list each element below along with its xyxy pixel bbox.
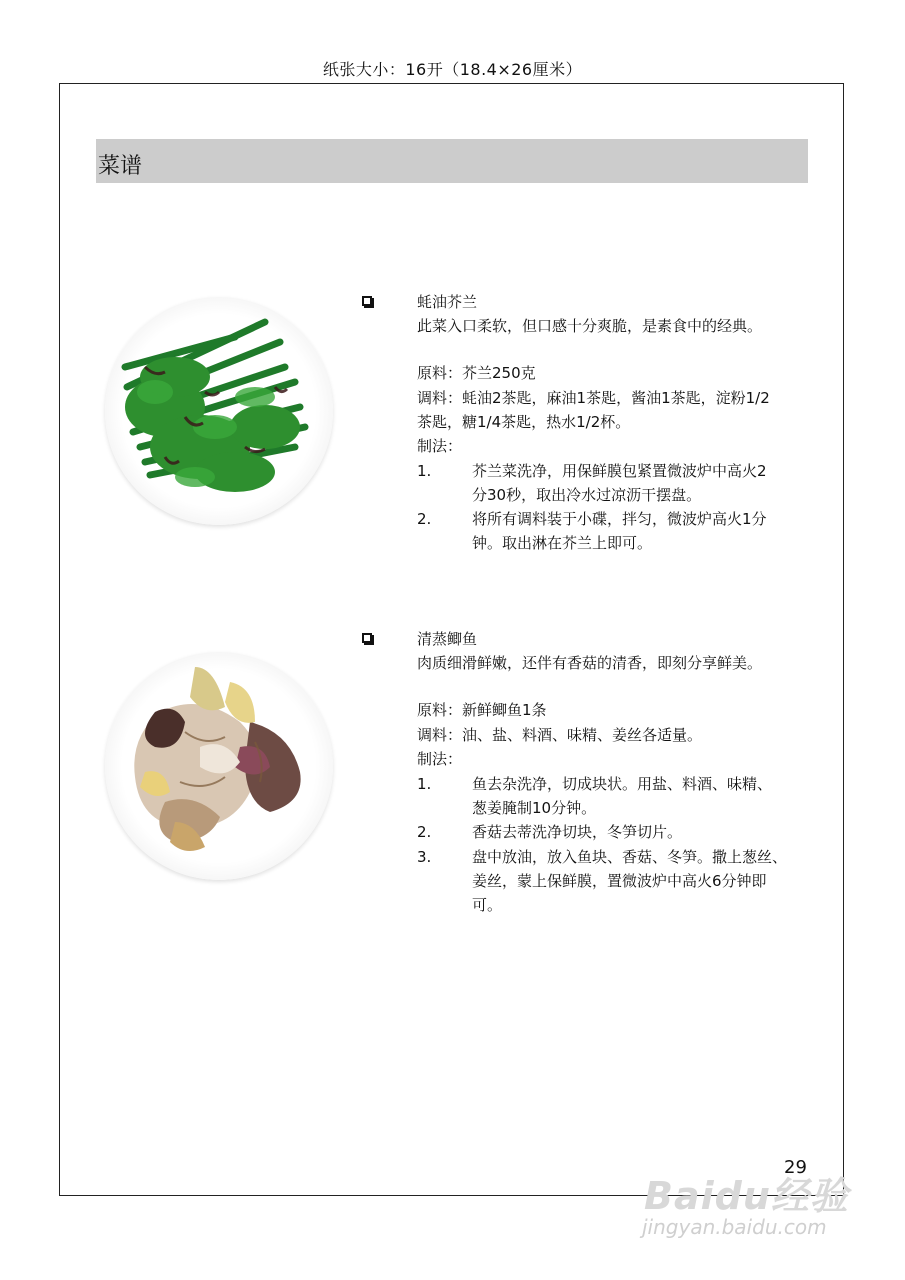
- recipe-description: 此菜入口柔软，但口感十分爽脆，是素食中的经典。: [417, 317, 763, 335]
- steamed-fish-dish-image: [105, 652, 333, 880]
- step-number: 2.: [417, 823, 432, 841]
- step-text: 分30秒，取出冷水过凉沥干摆盘。: [472, 486, 702, 504]
- step-text: 可。: [472, 896, 503, 914]
- step-text: 葱姜腌制10分钟。: [472, 799, 597, 817]
- paper-size-label: 纸张大小：16开（18.4×26厘米）: [322, 60, 583, 79]
- step-text: 将所有调料装于小碟，拌匀，微波炉高火1分: [472, 510, 767, 528]
- recipe-seasoning: 调料：油、盐、料酒、味精、姜丝各适量。: [417, 726, 703, 744]
- watermark-brand: Baidu经验: [644, 1174, 849, 1218]
- method-label: 制法：: [417, 437, 463, 455]
- recipe-title: 清蒸鲫鱼: [417, 630, 478, 648]
- step-text: 香菇去蒂洗净切块，冬笋切片。: [472, 823, 683, 841]
- watermark-url: jingyan.baidu.com: [642, 1215, 827, 1239]
- recipe-steamed-fish: [360, 627, 820, 927]
- checkbox-icon: [362, 296, 372, 306]
- recipe-seasoning-cont: 茶匙，糖1/4茶匙，热水1/2杯。: [417, 413, 631, 431]
- step-number: 1.: [417, 775, 432, 793]
- recipe-title: 蚝油芥兰: [417, 293, 478, 311]
- gai-lan-dish-image: [105, 297, 333, 525]
- recipe-gai-lan: [360, 290, 820, 560]
- recipe-ingredients: 原料：芥兰250克: [417, 364, 536, 382]
- step-number: 2.: [417, 510, 432, 528]
- recipe-description: 肉质细滑鲜嫩，还伴有香菇的清香，即刻分享鲜美。: [417, 654, 763, 672]
- step-text: 盘中放油，放入鱼块、香菇、冬笋。撒上葱丝、: [472, 848, 788, 866]
- section-header: [96, 139, 808, 183]
- page-number: 29: [784, 1157, 807, 1178]
- checkbox-icon: [362, 633, 372, 643]
- step-number: 3.: [417, 848, 432, 866]
- recipe-seasoning: 调料：蚝油2茶匙，麻油1茶匙，酱油1茶匙，淀粉1/2: [417, 389, 770, 407]
- step-text: 姜丝，蒙上保鲜膜，置微波炉中高火6分钟即: [472, 872, 767, 890]
- step-text: 钟。取出淋在芥兰上即可。: [472, 534, 653, 552]
- step-text: 鱼去杂洗净，切成块状。用盐、料酒、味精、: [472, 775, 773, 793]
- baidu-watermark: [642, 1143, 852, 1243]
- step-number: 1.: [417, 462, 432, 480]
- step-text: 芥兰菜洗净，用保鲜膜包紧置微波炉中高火2: [472, 462, 767, 480]
- recipe-ingredients: 原料：新鲜鲫鱼1条: [417, 701, 547, 719]
- method-label: 制法：: [417, 750, 463, 768]
- section-title: 菜谱: [98, 154, 143, 179]
